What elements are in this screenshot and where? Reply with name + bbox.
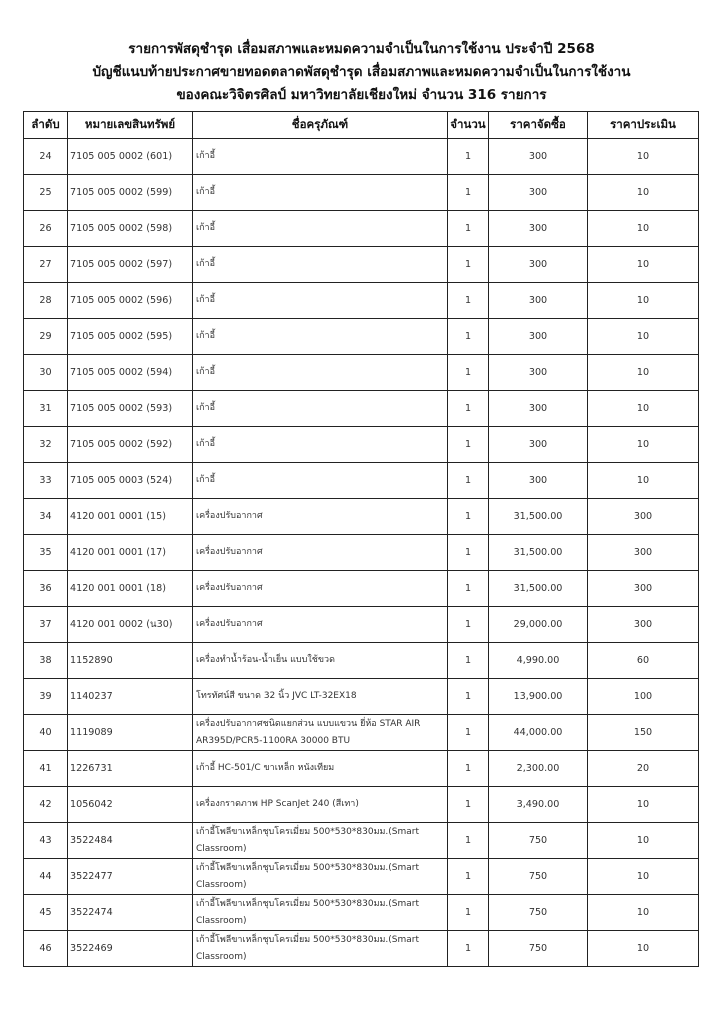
title-line-2: บัญชีแนบท้ายประกาศขายทอดตลาดพัสดุชำรุด เสื่อมสภาพและหมดความจำเป็นในการใช้งาน [92, 64, 631, 80]
purchase-price-cell: 300 [489, 391, 588, 427]
asset-number-cell: 7105 005 0002 (595) [68, 319, 193, 355]
row-number-cell: 43 [24, 823, 68, 859]
table-row [24, 211, 699, 247]
quantity-cell: 1 [448, 895, 489, 931]
asset-number-cell: 3522469 [68, 931, 193, 967]
quantity-cell: 1 [448, 643, 489, 679]
appraisal-price-cell: 10 [588, 931, 699, 967]
quantity-cell: 1 [448, 679, 489, 715]
purchase-price-cell: 44,000.00 [489, 715, 588, 751]
column-header-item-name: ชื่อครุภัณฑ์ [193, 112, 448, 139]
table-row [24, 427, 699, 463]
asset-number-cell: 7105 005 0002 (599) [68, 175, 193, 211]
asset-number-cell: 1119089 [68, 715, 193, 751]
table-row [24, 139, 699, 175]
table-row [24, 463, 699, 499]
asset-number-cell: 1152890 [68, 643, 193, 679]
item-name-cell: เก้าอี้ HC-501/C ขาเหล็ก หนังเทียม [193, 751, 448, 787]
purchase-price-cell: 31,500.00 [489, 571, 588, 607]
asset-number-cell: 3522477 [68, 859, 193, 895]
purchase-price-cell: 750 [489, 931, 588, 967]
table-row [24, 895, 699, 931]
item-name-cell: เก้าอี้ [193, 211, 448, 247]
asset-number-cell: 4120 001 0001 (15) [68, 499, 193, 535]
row-number-cell: 38 [24, 643, 68, 679]
purchase-price-cell: 31,500.00 [489, 499, 588, 535]
row-number-cell: 41 [24, 751, 68, 787]
row-number-cell: 36 [24, 571, 68, 607]
row-number-cell: 29 [24, 319, 68, 355]
item-name-cell: เก้าอี้ [193, 427, 448, 463]
appraisal-price-cell: 20 [588, 751, 699, 787]
quantity-cell: 1 [448, 355, 489, 391]
table-row [24, 319, 699, 355]
appraisal-price-cell: 300 [588, 571, 699, 607]
asset-number-cell: 7105 005 0002 (594) [68, 355, 193, 391]
item-name-cell: เก้าอี้ [193, 391, 448, 427]
item-name-cell: เก้าอี้ [193, 319, 448, 355]
asset-number-cell: 7105 005 0002 (597) [68, 247, 193, 283]
asset-number-cell: 7105 005 0002 (598) [68, 211, 193, 247]
quantity-cell: 1 [448, 391, 489, 427]
item-name-cell: เครื่องทำน้ำร้อน-น้ำเย็น แบบใช้ขวด [193, 643, 448, 679]
appraisal-price-cell: 10 [588, 319, 699, 355]
appraisal-price-cell: 10 [588, 787, 699, 823]
quantity-cell: 1 [448, 931, 489, 967]
item-name-cell: เก้าอี้โพลีขาเหล็กชุบโครเมี่ยม 500*530*830มม.(Smart Classroom) [193, 895, 448, 931]
row-number-cell: 40 [24, 715, 68, 751]
row-number-cell: 34 [24, 499, 68, 535]
quantity-cell: 1 [448, 823, 489, 859]
asset-number-cell: 1140237 [68, 679, 193, 715]
row-number-cell: 35 [24, 535, 68, 571]
appraisal-price-cell: 150 [588, 715, 699, 751]
purchase-price-cell: 300 [489, 211, 588, 247]
item-name-cell: เก้าอี้โพลีขาเหล็กชุบโครเมี่ยม 500*530*830มม.(Smart Classroom) [193, 859, 448, 895]
appraisal-price-cell: 10 [588, 175, 699, 211]
appraisal-price-cell: 300 [588, 499, 699, 535]
quantity-cell: 1 [448, 787, 489, 823]
row-number-cell: 32 [24, 427, 68, 463]
appraisal-price-cell: 10 [588, 139, 699, 175]
table-row [24, 499, 699, 535]
purchase-price-cell: 300 [489, 283, 588, 319]
purchase-price-cell: 300 [489, 319, 588, 355]
item-name-cell: เก้าอี้ [193, 283, 448, 319]
item-name-cell: เก้าอี้โพลีขาเหล็กชุบโครเมี่ยม 500*530*830มม.(Smart Classroom) [193, 931, 448, 967]
purchase-price-cell: 31,500.00 [489, 535, 588, 571]
row-number-cell: 26 [24, 211, 68, 247]
row-number-cell: 44 [24, 859, 68, 895]
table-row [24, 859, 699, 895]
item-name-cell: เก้าอี้ [193, 463, 448, 499]
purchase-price-cell: 13,900.00 [489, 679, 588, 715]
appraisal-price-cell: 10 [588, 391, 699, 427]
appraisal-price-cell: 10 [588, 355, 699, 391]
purchase-price-cell: 300 [489, 139, 588, 175]
appraisal-price-cell: 10 [588, 211, 699, 247]
quantity-cell: 1 [448, 751, 489, 787]
purchase-price-cell: 2,300.00 [489, 751, 588, 787]
row-number-cell: 45 [24, 895, 68, 931]
asset-number-cell: 7105 005 0002 (601) [68, 139, 193, 175]
appraisal-price-cell: 10 [588, 427, 699, 463]
appraisal-price-cell: 60 [588, 643, 699, 679]
asset-number-cell: 7105 005 0003 (524) [68, 463, 193, 499]
table-row [24, 787, 699, 823]
item-name-cell: เครื่องกราดภาพ HP ScanJet 240 (สีเทา) [193, 787, 448, 823]
table-row [24, 751, 699, 787]
purchase-price-cell: 750 [489, 823, 588, 859]
item-name-cell: เก้าอี้โพลีขาเหล็กชุบโครเมี่ยม 500*530*830มม.(Smart Classroom) [193, 823, 448, 859]
table-header-row [24, 112, 699, 139]
row-number-cell: 24 [24, 139, 68, 175]
item-name-cell: เก้าอี้ [193, 175, 448, 211]
column-header-appraisal-price: ราคาประเมิน [588, 112, 699, 139]
quantity-cell: 1 [448, 211, 489, 247]
row-number-cell: 39 [24, 679, 68, 715]
quantity-cell: 1 [448, 247, 489, 283]
appraisal-price-cell: 300 [588, 535, 699, 571]
quantity-cell: 1 [448, 319, 489, 355]
purchase-price-cell: 300 [489, 427, 588, 463]
title-line-1: รายการพัสดุชำรุด เสื่อมสภาพและหมดความจำเป็นในการใช้งาน ประจำปี 2568 [128, 41, 595, 57]
quantity-cell: 1 [448, 715, 489, 751]
appraisal-price-cell: 10 [588, 895, 699, 931]
purchase-price-cell: 4,990.00 [489, 643, 588, 679]
asset-number-cell: 4120 001 0002 (น30) [68, 607, 193, 643]
purchase-price-cell: 300 [489, 175, 588, 211]
table-row [24, 931, 699, 967]
table-row [24, 571, 699, 607]
column-header-purchase-price: ราคาจัดซื้อ [489, 112, 588, 139]
asset-number-cell: 4120 001 0001 (18) [68, 571, 193, 607]
quantity-cell: 1 [448, 427, 489, 463]
quantity-cell: 1 [448, 283, 489, 319]
purchase-price-cell: 750 [489, 895, 588, 931]
asset-number-cell: 3522484 [68, 823, 193, 859]
row-number-cell: 31 [24, 391, 68, 427]
purchase-price-cell: 750 [489, 859, 588, 895]
quantity-cell: 1 [448, 499, 489, 535]
quantity-cell: 1 [448, 535, 489, 571]
item-name-cell: เก้าอี้ [193, 355, 448, 391]
table-row [24, 679, 699, 715]
purchase-price-cell: 300 [489, 355, 588, 391]
item-name-cell: เก้าอี้ [193, 247, 448, 283]
quantity-cell: 1 [448, 463, 489, 499]
purchase-price-cell: 300 [489, 247, 588, 283]
asset-number-cell: 7105 005 0002 (592) [68, 427, 193, 463]
table-row [24, 247, 699, 283]
asset-number-cell: 3522474 [68, 895, 193, 931]
item-name-cell: เครื่องปรับอากาศ [193, 535, 448, 571]
asset-number-cell: 4120 001 0001 (17) [68, 535, 193, 571]
item-name-cell: เครื่องปรับอากาศ [193, 571, 448, 607]
item-name-cell: เก้าอี้ [193, 139, 448, 175]
table-row [24, 175, 699, 211]
title-line-3: ของคณะวิจิตรศิลป์ มหาวิทยาลัยเชียงใหม่ จำนวน 316 รายการ [176, 87, 547, 103]
document-header [0, 38, 723, 107]
asset-number-cell: 7105 005 0002 (593) [68, 391, 193, 427]
quantity-cell: 1 [448, 175, 489, 211]
item-name-cell: เครื่องปรับอากาศ [193, 607, 448, 643]
asset-table [23, 111, 699, 967]
table-row [24, 355, 699, 391]
appraisal-price-cell: 10 [588, 859, 699, 895]
quantity-cell: 1 [448, 607, 489, 643]
quantity-cell: 1 [448, 859, 489, 895]
appraisal-price-cell: 10 [588, 247, 699, 283]
appraisal-price-cell: 100 [588, 679, 699, 715]
table-row [24, 823, 699, 859]
purchase-price-cell: 29,000.00 [489, 607, 588, 643]
row-number-cell: 25 [24, 175, 68, 211]
appraisal-price-cell: 10 [588, 463, 699, 499]
appraisal-price-cell: 10 [588, 823, 699, 859]
item-name-cell: โทรทัศน์สี ขนาด 32 นิ้ว JVC LT-32EX18 [193, 679, 448, 715]
row-number-cell: 30 [24, 355, 68, 391]
table-row [24, 715, 699, 751]
asset-number-cell: 7105 005 0002 (596) [68, 283, 193, 319]
purchase-price-cell: 3,490.00 [489, 787, 588, 823]
appraisal-price-cell: 300 [588, 607, 699, 643]
column-header-quantity: จำนวน [448, 112, 489, 139]
table-row [24, 607, 699, 643]
row-number-cell: 46 [24, 931, 68, 967]
table-row [24, 643, 699, 679]
table-row [24, 535, 699, 571]
row-number-cell: 42 [24, 787, 68, 823]
row-number-cell: 28 [24, 283, 68, 319]
quantity-cell: 1 [448, 139, 489, 175]
table-row [24, 391, 699, 427]
table-row [24, 283, 699, 319]
purchase-price-cell: 300 [489, 463, 588, 499]
row-number-cell: 33 [24, 463, 68, 499]
asset-number-cell: 1056042 [68, 787, 193, 823]
row-number-cell: 27 [24, 247, 68, 283]
row-number-cell: 37 [24, 607, 68, 643]
appraisal-price-cell: 10 [588, 283, 699, 319]
item-name-cell: เครื่องปรับอากาศ [193, 499, 448, 535]
column-header-asset-number: หมายเลขสินทรัพย์ [68, 112, 193, 139]
column-header-no: ลำดับ [24, 112, 68, 139]
asset-number-cell: 1226731 [68, 751, 193, 787]
item-name-cell: เครื่องปรับอากาศชนิดแยกส่วน แบบแขวน ยี่ห้อ STAR AIR AR395D/PCR5-1100RA 30000 BTU [193, 715, 448, 751]
quantity-cell: 1 [448, 571, 489, 607]
